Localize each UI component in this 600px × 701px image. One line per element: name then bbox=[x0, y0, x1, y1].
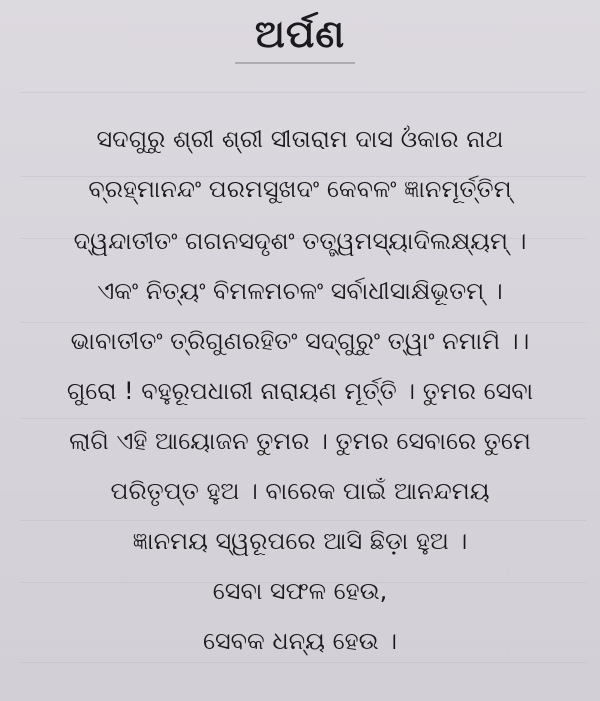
dedication-line-3: ଦ୍ୱନ୍ଦାତୀତଂ ଗଗନସଦୃଶଂ ତତ୍ତ୍ୱମସ୍ୟାଦିଲକ୍ଷ୍ୟମ୍ । bbox=[73, 227, 527, 255]
dedication-line-10: ସେବା ସଫଳ ହେଉ, bbox=[212, 577, 388, 605]
dedication-line-2: ବ୍ରହ୍ମାନନ୍ଦଂ ପରମସୁଖଦଂ କେବଳଂ ଜ୍ଞାନମୂର୍ତ୍ତିମ୍ bbox=[88, 175, 512, 203]
dedication-line-6: ଗୁରୋ ! ବହୁରୂପଧାରୀ ନାରାୟଣ ମୂର୍ତ୍ତି । ତୁମର ସେବା bbox=[66, 377, 534, 405]
dedication-line-7: ଲାଗି ଏହି ଆୟୋଜନ ତୁମର । ତୁମର ସେବାରେ ତୁମେ bbox=[69, 427, 531, 455]
dedication-line-8: ପରିତୃପ୍ତ ହୁଅ । ବାରେକ ପାଇଁ ଆନନ୍ଦମୟ bbox=[110, 477, 490, 505]
bleed-line bbox=[20, 322, 586, 323]
dedication-line-5: ଭାବାତୀତଂ ତ୍ରିଗୁଣରହିତଂ ସଦ୍‌ଗୁରୁଂ ତ୍ୱାଂ ନମାମି ।। bbox=[70, 327, 530, 355]
bleed-line bbox=[20, 92, 586, 93]
dedication-line-1: ସଦଗୁରୁ ଶ୍ରୀ ଶ୍ରୀ ସୀତାରାମ ଦାସ ଓଁକାର ନାଥ bbox=[96, 125, 504, 153]
bleed-line bbox=[20, 662, 586, 663]
dedication-line-11: ସେବକ ଧନ୍ୟ ହେଉ । bbox=[202, 627, 398, 655]
dedication-line-9: ଜ୍ଞାନମୟ ସ୍ୱରୂପରେ ଆସି ଛିଡ଼ା ହୁଅ । bbox=[132, 527, 468, 555]
page-title: ଅର୍ପଣ bbox=[254, 12, 346, 56]
title-underline bbox=[235, 62, 355, 64]
dedication-line-4: ଏକଂ ନିତ୍ୟଂ ବିମଳମଚଳଂ ସର୍ବାଧୀସାକ୍ଷିଭୂତମ୍ । bbox=[97, 277, 503, 305]
bleed-line bbox=[20, 418, 586, 419]
bleed-line bbox=[20, 520, 586, 521]
